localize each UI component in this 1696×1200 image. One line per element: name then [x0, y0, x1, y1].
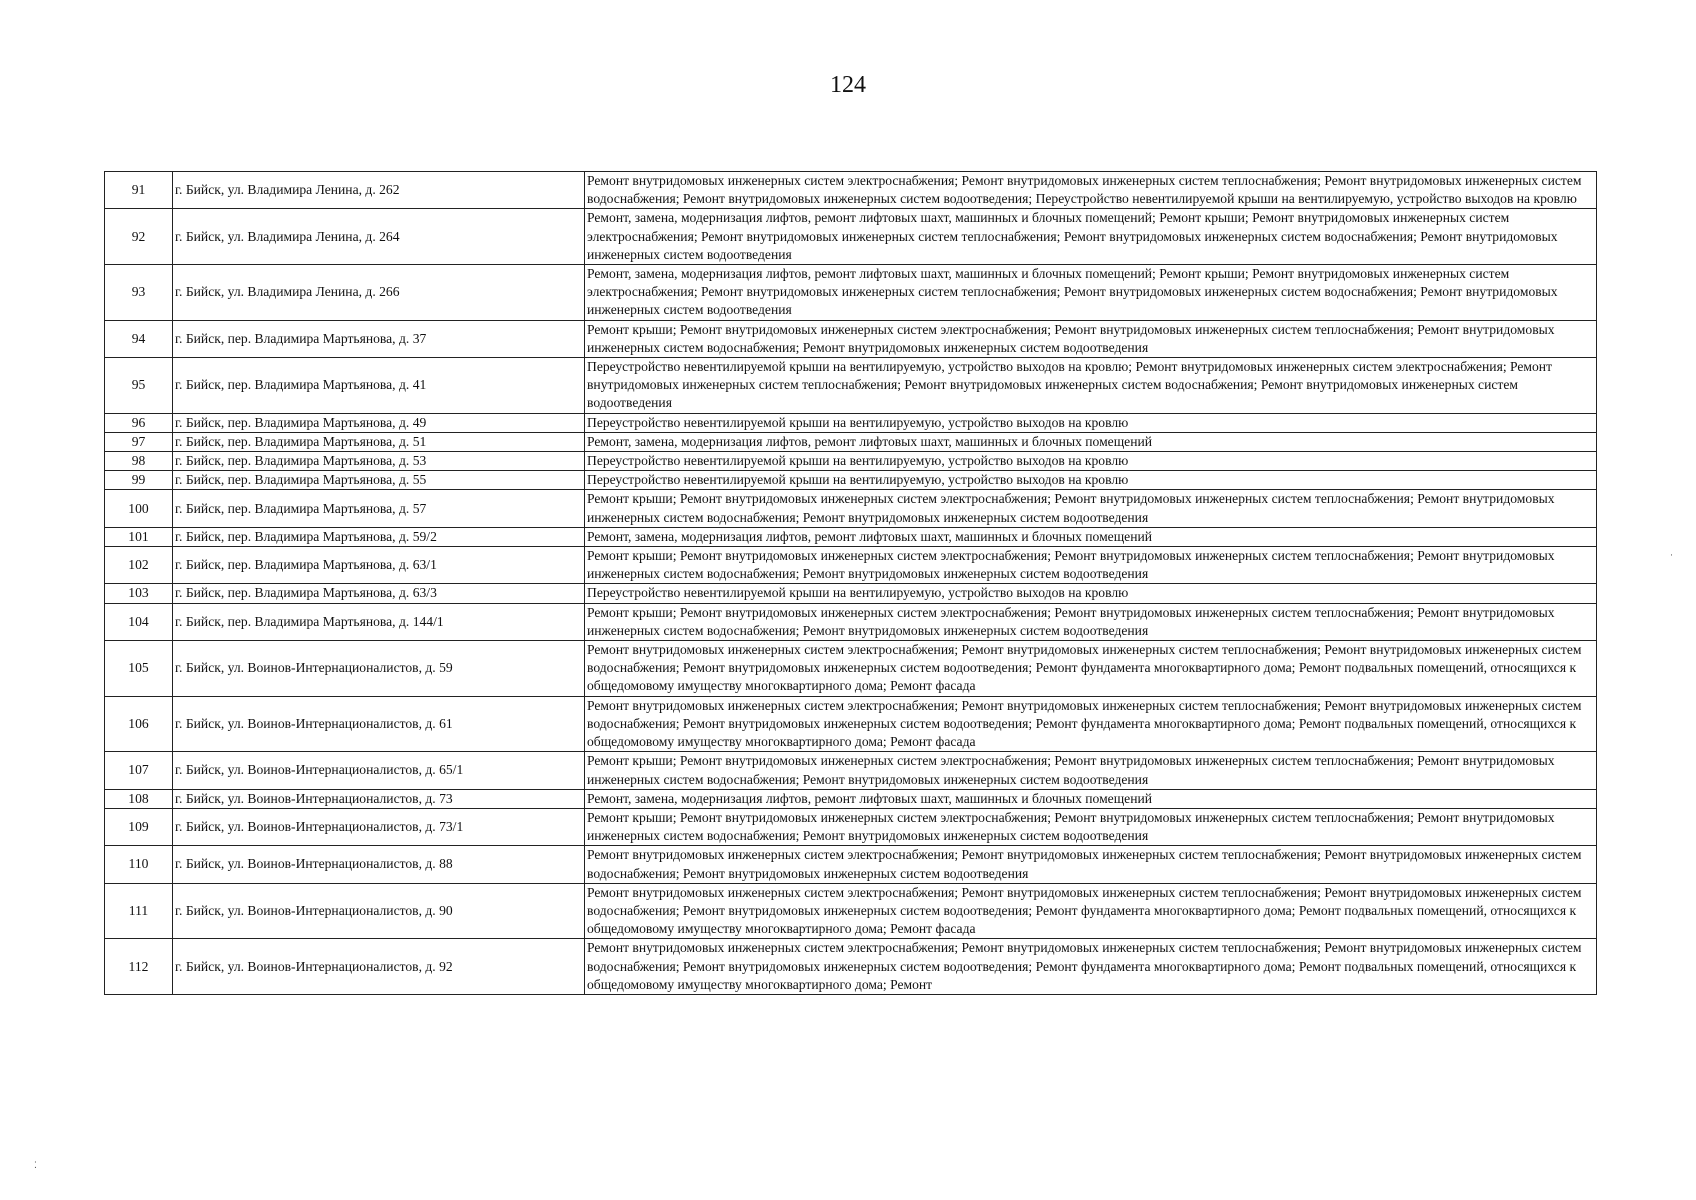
row-number: 109: [105, 808, 173, 845]
row-works: Ремонт крыши; Ремонт внутридомовых инженерных систем электроснабжения; Ремонт внутридомовых инженерных систем теплоснабжения; Ремонт внутридомовых инженерных систем водоснабжения; Ремонт внутридомовых инженерных систем водоотведения: [585, 490, 1597, 527]
row-address: г. Бийск, ул. Воинов-Интернационалистов, д. 73/1: [173, 808, 585, 845]
row-address: г. Бийск, пер. Владимира Мартьянова, д. 37: [173, 320, 585, 357]
row-works: Ремонт внутридомовых инженерных систем электроснабжения; Ремонт внутридомовых инженерных систем теплоснабжения; Ремонт внутридомовых инженерных систем водоснабжения; Ремонт внутридомовых инженерных систем водоотведения: [585, 846, 1597, 883]
row-works: Ремонт крыши; Ремонт внутридомовых инженерных систем электроснабжения; Ремонт внутридомовых инженерных систем теплоснабжения; Ремонт внутридомовых инженерных систем водоснабжения; Ремонт внутридомовых инженерных систем водоотведения: [585, 752, 1597, 789]
row-works: Ремонт внутридомовых инженерных систем электроснабжения; Ремонт внутридомовых инженерных систем теплоснабжения; Ремонт внутридомовых инженерных систем водоснабжения; Ремонт внутридомовых инженерных систем водоотведения; Переустройство невентилируемой крыши на вентилируемую, устройство выходов на кровлю: [585, 172, 1597, 209]
row-number: 104: [105, 603, 173, 640]
row-works: Ремонт, замена, модернизация лифтов, ремонт лифтовых шахт, машинных и блочных помещений: [585, 527, 1597, 546]
works-table: [104, 171, 1597, 995]
row-number: 107: [105, 752, 173, 789]
row-number: 94: [105, 320, 173, 357]
table-row: [105, 320, 1597, 357]
table-row: [105, 209, 1597, 265]
row-address: г. Бийск, пер. Владимира Мартьянова, д. 59/2: [173, 527, 585, 546]
row-number: 99: [105, 471, 173, 490]
row-number: 106: [105, 696, 173, 752]
row-address: г. Бийск, пер. Владимира Мартьянова, д. 144/1: [173, 603, 585, 640]
row-address: г. Бийск, ул. Воинов-Интернационалистов, д. 65/1: [173, 752, 585, 789]
table-row: [105, 413, 1597, 432]
row-works: Ремонт крыши; Ремонт внутридомовых инженерных систем электроснабжения; Ремонт внутридомовых инженерных систем теплоснабжения; Ремонт внутридомовых инженерных систем водоснабжения; Ремонт внутридомовых инженерных систем водоотведения: [585, 808, 1597, 845]
row-works: Ремонт, замена, модернизация лифтов, ремонт лифтовых шахт, машинных и блочных помещений: [585, 789, 1597, 808]
row-address: г. Бийск, пер. Владимира Мартьянова, д. 57: [173, 490, 585, 527]
row-address: г. Бийск, ул. Воинов-Интернационалистов, д. 59: [173, 641, 585, 697]
table-row: [105, 265, 1597, 321]
row-address: г. Бийск, пер. Владимира Мартьянова, д. 55: [173, 471, 585, 490]
row-number: 112: [105, 939, 173, 995]
row-works: Переустройство невентилируемой крыши на вентилируемую, устройство выходов на кровлю: [585, 584, 1597, 603]
row-number: 97: [105, 432, 173, 451]
row-number: 98: [105, 452, 173, 471]
row-address: г. Бийск, пер. Владимира Мартьянова, д. 53: [173, 452, 585, 471]
table-row: [105, 846, 1597, 883]
scan-speck: ⁚: [34, 1160, 37, 1170]
row-works: Ремонт, замена, модернизация лифтов, ремонт лифтовых шахт, машинных и блочных помещений; Ремонт крыши; Ремонт внутридомовых инженерных систем электроснабжения; Ремонт внутридомовых инженерных систем теплоснабжения; Ремонт внутридомовых инженерных систем водоснабжения; Ремонт внутридомовых инженерных систем водоотведения: [585, 265, 1597, 321]
row-works: Ремонт, замена, модернизация лифтов, ремонт лифтовых шахт, машинных и блочных помещений: [585, 432, 1597, 451]
table-row: [105, 547, 1597, 584]
row-address: г. Бийск, ул. Владимира Ленина, д. 266: [173, 265, 585, 321]
row-address: г. Бийск, пер. Владимира Мартьянова, д. 63/1: [173, 547, 585, 584]
table-row: [105, 789, 1597, 808]
row-address: г. Бийск, ул. Воинов-Интернационалистов, д. 61: [173, 696, 585, 752]
table-row: [105, 696, 1597, 752]
row-address: г. Бийск, ул. Воинов-Интернационалистов, д. 88: [173, 846, 585, 883]
row-works: Ремонт крыши; Ремонт внутридомовых инженерных систем электроснабжения; Ремонт внутридомовых инженерных систем теплоснабжения; Ремонт внутридомовых инженерных систем водоснабжения; Ремонт внутридомовых инженерных систем водоотведения: [585, 547, 1597, 584]
row-works: Ремонт внутридомовых инженерных систем электроснабжения; Ремонт внутридомовых инженерных систем теплоснабжения; Ремонт внутридомовых инженерных систем водоснабжения; Ремонт внутридомовых инженерных систем водоотведения; Ремонт фундамента многоквартирного дома; Ремонт подвальных помещений, относящихся к общедомовому имуществу многоквартирного дома; Ремонт фасада: [585, 641, 1597, 697]
table-row: [105, 752, 1597, 789]
row-number: 108: [105, 789, 173, 808]
row-number: 105: [105, 641, 173, 697]
row-number: 93: [105, 265, 173, 321]
row-works: Ремонт крыши; Ремонт внутридомовых инженерных систем электроснабжения; Ремонт внутридомовых инженерных систем теплоснабжения; Ремонт внутридомовых инженерных систем водоснабжения; Ремонт внутридомовых инженерных систем водоотведения: [585, 603, 1597, 640]
table-row: [105, 358, 1597, 414]
row-address: г. Бийск, пер. Владимира Мартьянова, д. 41: [173, 358, 585, 414]
row-address: г. Бийск, пер. Владимира Мартьянова, д. 63/3: [173, 584, 585, 603]
table-row: [105, 641, 1597, 697]
row-works: Переустройство невентилируемой крыши на вентилируемую, устройство выходов на кровлю: [585, 471, 1597, 490]
table-row: [105, 939, 1597, 995]
row-works: Ремонт внутридомовых инженерных систем электроснабжения; Ремонт внутридомовых инженерных систем теплоснабжения; Ремонт внутридомовых инженерных систем водоснабжения; Ремонт внутридомовых инженерных систем водоотведения; Ремонт фундамента многоквартирного дома; Ремонт подвальных помещений, относящихся к общедомовому имуществу многоквартирного дома; Ремонт фасада: [585, 696, 1597, 752]
row-number: 95: [105, 358, 173, 414]
row-number: 96: [105, 413, 173, 432]
row-address: г. Бийск, ул. Воинов-Интернационалистов, д. 73: [173, 789, 585, 808]
table-row: [105, 432, 1597, 451]
row-works: Переустройство невентилируемой крыши на вентилируемую, устройство выходов на кровлю: [585, 413, 1597, 432]
row-number: 91: [105, 172, 173, 209]
page-number: 124: [830, 72, 866, 98]
table-row: [105, 527, 1597, 546]
table-row: [105, 452, 1597, 471]
row-works: Ремонт крыши; Ремонт внутридомовых инженерных систем электроснабжения; Ремонт внутридомовых инженерных систем теплоснабжения; Ремонт внутридомовых инженерных систем водоснабжения; Ремонт внутридомовых инженерных систем водоотведения: [585, 320, 1597, 357]
table-row: [105, 471, 1597, 490]
scan-speck: ·: [1670, 550, 1673, 560]
row-address: г. Бийск, пер. Владимира Мартьянова, д. 51: [173, 432, 585, 451]
row-works: Ремонт, замена, модернизация лифтов, ремонт лифтовых шахт, машинных и блочных помещений; Ремонт крыши; Ремонт внутридомовых инженерных систем электроснабжения; Ремонт внутридомовых инженерных систем теплоснабжения; Ремонт внутридомовых инженерных систем водоснабжения; Ремонт внутридомовых инженерных систем водоотведения: [585, 209, 1597, 265]
table-row: [105, 603, 1597, 640]
row-number: 110: [105, 846, 173, 883]
row-number: 111: [105, 883, 173, 939]
row-works: Ремонт внутридомовых инженерных систем электроснабжения; Ремонт внутридомовых инженерных систем теплоснабжения; Ремонт внутридомовых инженерных систем водоснабжения; Ремонт внутридомовых инженерных систем водоотведения; Ремонт фундамента многоквартирного дома; Ремонт подвальных помещений, относящихся к общедомовому имуществу многоквартирного дома; Ремонт фасада: [585, 883, 1597, 939]
table-row: [105, 584, 1597, 603]
table-row: [105, 172, 1597, 209]
row-number: 101: [105, 527, 173, 546]
row-number: 102: [105, 547, 173, 584]
table-row: [105, 808, 1597, 845]
row-works: Ремонт внутридомовых инженерных систем электроснабжения; Ремонт внутридомовых инженерных систем теплоснабжения; Ремонт внутридомовых инженерных систем водоснабжения; Ремонт внутридомовых инженерных систем водоотведения; Ремонт фундамента многоквартирного дома; Ремонт подвальных помещений, относящихся к общедомовому имуществу многоквартирного дома; Ремонт: [585, 939, 1597, 995]
row-address: г. Бийск, ул. Воинов-Интернационалистов, д. 90: [173, 883, 585, 939]
works-table-body: [105, 172, 1597, 995]
row-number: 100: [105, 490, 173, 527]
row-address: г. Бийск, ул. Воинов-Интернационалистов, д. 92: [173, 939, 585, 995]
row-address: г. Бийск, ул. Владимира Ленина, д. 264: [173, 209, 585, 265]
row-address: г. Бийск, пер. Владимира Мартьянова, д. 49: [173, 413, 585, 432]
row-address: г. Бийск, ул. Владимира Ленина, д. 262: [173, 172, 585, 209]
row-number: 92: [105, 209, 173, 265]
row-number: 103: [105, 584, 173, 603]
table-row: [105, 883, 1597, 939]
row-works: Переустройство невентилируемой крыши на вентилируемую, устройство выходов на кровлю: [585, 452, 1597, 471]
row-works: Переустройство невентилируемой крыши на вентилируемую, устройство выходов на кровлю; Ремонт внутридомовых инженерных систем электроснабжения; Ремонт внутридомовых инженерных систем теплоснабжения; Ремонт внутридомовых инженерных систем водоснабжения; Ремонт внутридомовых инженерных систем водоотведения: [585, 358, 1597, 414]
table-row: [105, 490, 1597, 527]
